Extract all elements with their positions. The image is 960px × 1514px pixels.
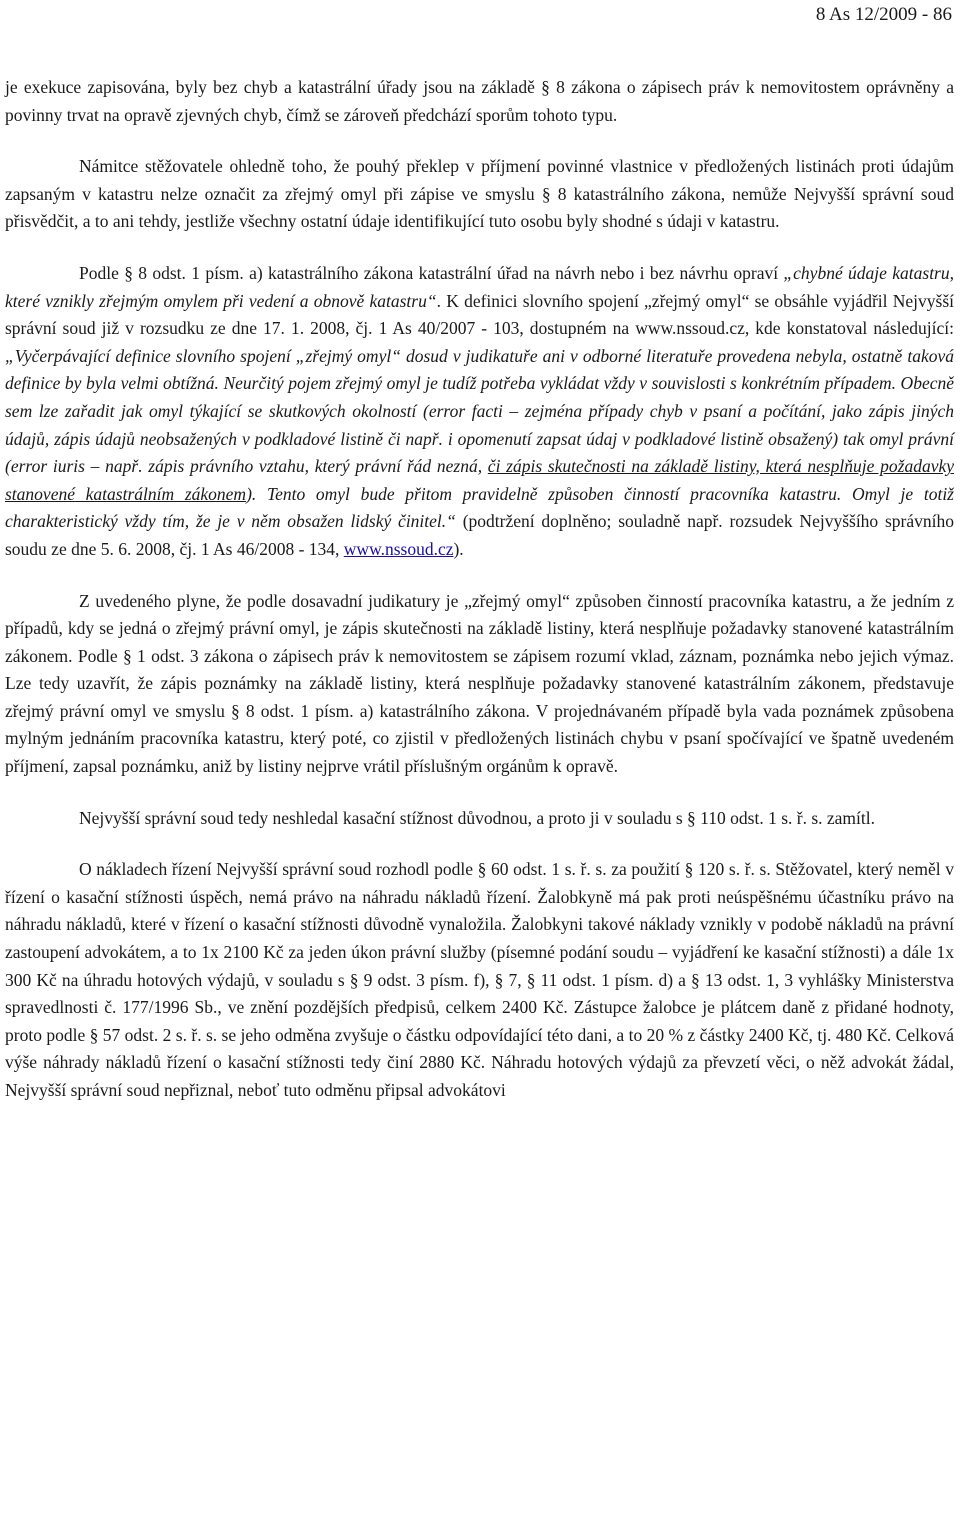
p3-quote-1: „chybné údaje katastru, které vznikly zřejmým omylem při vedení a obnově katastru“ (5, 262, 954, 311)
p3-text-2: . K definici slovního spojení „zřejmý omyl“ se obsáhle vyjádřil Nejvyšší správní soud již v rozsudku ze dne 17. 1. 2008, čj. 1 As 40/2007 - 103, dostupném na www.nssoud.cz, kde konstatoval následující: (5, 290, 955, 339)
paragraph-3 (5, 260, 954, 564)
paragraph-5: Nejvyšší správní soud tedy neshledal kasační stížnost důvodnou, a proto ji v souladu s § 110 odst. 1 s. ř. s. zamítl. (79, 807, 876, 828)
paragraph-4: Z uvedeného plyne, že podle dosavadní judikatury je „zřejmý omyl“ způsoben činností pracovníka katastru, a že jedním z případů, kdy se jedná o zřejmý právní omyl, je zápis skutečnosti na základě listiny, která nesplňuje požadavky stanovené katastrálním zákonem. Podle § 1 odst. 3 zákona o zápisech práv k nemovitostem se zápisem rozumí vklad, záznam, poznámka nebo jejich výmaz. Lze tedy uzavřít, že zápis poznámky na základě listiny, která nesplňuje požadavky stanovené katastrálním zákonem, představuje zřejmý právní omyl ve smyslu § 8 odst. 1 písm. a) katastrálního zákona. V projednávaném případě byla vada poznámek způsobena mylným jednáním pracovníka katastru, který poté, co zjistil v předložených listinách chybu v psaní spočívající ve špatně uvedeném příjmení, zapsal poznámku, aniž by listiny nejprve vrátil příslušným orgánům k opravě. (5, 590, 954, 777)
paragraph-2: Námitce stěžovatele ohledně toho, že pouhý překlep v příjmení povinné vlastnice v předložených listinách proti údajům zapsaným v katastru nelze označit za zřejmý omyl při zápise ve smyslu § 8 katastrálního zákona, nemůže Nejvyšší správní soud přisvědčit, a to ani tehdy, jestliže všechny ostatní údaje identifikující tuto osobu byly shodné s údaji v katastru. (5, 156, 954, 232)
p3-text-1: Podle § 8 odst. 1 písm. a) katastrálního zákona katastrální úřad na návrh nebo i bez návrhu opraví (79, 262, 784, 283)
paragraph-1: je exekuce zapisována, byly bez chyb a katastrální úřady jsou na základě § 8 zákona o zápisech práv k nemovitostem oprávněny a povinny trvat na opravě zjevných chyb, čímž se zároveň předchází sporům tohoto typu. (5, 77, 954, 125)
p3-text-3: (podtržení doplněno; souladně např. rozsudek Nejvyššího správního soudu ze dne 5. 6. 2008, čj. 1 As 46/2008 - 134, (5, 511, 954, 559)
p3-text-4: ). (453, 538, 464, 559)
p3-quote-2: „Vyčerpávající definice slovního spojení „zřejmý omyl“ dosud v judikatuře ani v odborné literatuře provedena nebyla, ostatně taková definice by byla velmi obtížná. Neurčitý pojem zřejmý omyl je tudíž potřeba vykládat vždy v souvislosti s konkrétním případem. Obecně sem lze zařadit jak omyl týkající se skutkových okolností (error facti – zejména případy chyb v psaní a počítání, jako zápis jiných údajů, zápis údajů neobsažených v podkladové listině či např. i opomenutí zapsat údaj v podkladové listině obsažený) tak omyl právní (error iuris – např. zápis právního vztahu, který právní řád nezná, (5, 345, 954, 477)
p3-quote-underlined: či zápis skutečnosti na základě listiny, která nesplňuje požadavky stanovené katastrálním zákonem (5, 456, 954, 504)
p3-quote-3: ). Tento omyl bude přitom pravidelně způsoben činností pracovníka katastru. Omyl je totiž charakteristický vždy tím, že je v něm obsažen lidský činitel.“ (5, 483, 954, 532)
paragraph-6: O nákladech řízení Nejvyšší správní soud rozhodl podle § 60 odst. 1 s. ř. s. za použití § 120 s. ř. s. Stěžovatel, který neměl v řízení o kasační stížnosti úspěch, nemá právo na náhradu nákladů řízení. Žalobkyně má pak proti neúspěšnému účastníku právo na náhradu nákladů, které v řízení o kasační stížnosti důvodně vynaložila. Žalobkyni takové náklady vznikly v podobě nákladů na právní zastoupení advokátem, a to 1x 2100 Kč za jeden úkon právní služby (písemné podání soudu – vyjádření ke kasační stížnosti) a dále 1x 300 Kč na úhradu hotových výdajů, v souladu s § 9 odst. 3 písm. f), § 7, § 11 odst. 1 písm. d) a § 13 odst. 1, 3 vyhlášky Ministerstva spravedlnosti č. 177/1996 Sb., ve znění pozdějších předpisů, celkem 2400 Kč. Zástupce žalobce je plátcem daně z přidané hodnoty, proto podle § 57 odst. 2 s. ř. s. se jeho odměna zvyšuje o částku odpovídající této dani, a to 20 % z částky 2400 Kč, tj. 480 Kč. Celková výše náhrady nákladů řízení o kasační stížnosti tedy činí 2880 Kč. Náhradu hotových výdajů za převzetí věci, o něž advokát žádal, Nejvyšší správní soud nepřiznal, neboť tuto odměnu připsal advokátovi (5, 859, 954, 1100)
document-body (5, 74, 954, 1129)
case-number: 8 As 12/2009 - 86 (815, 4, 952, 25)
nssoud-link[interactable]: www.nssoud.cz (343, 538, 454, 559)
